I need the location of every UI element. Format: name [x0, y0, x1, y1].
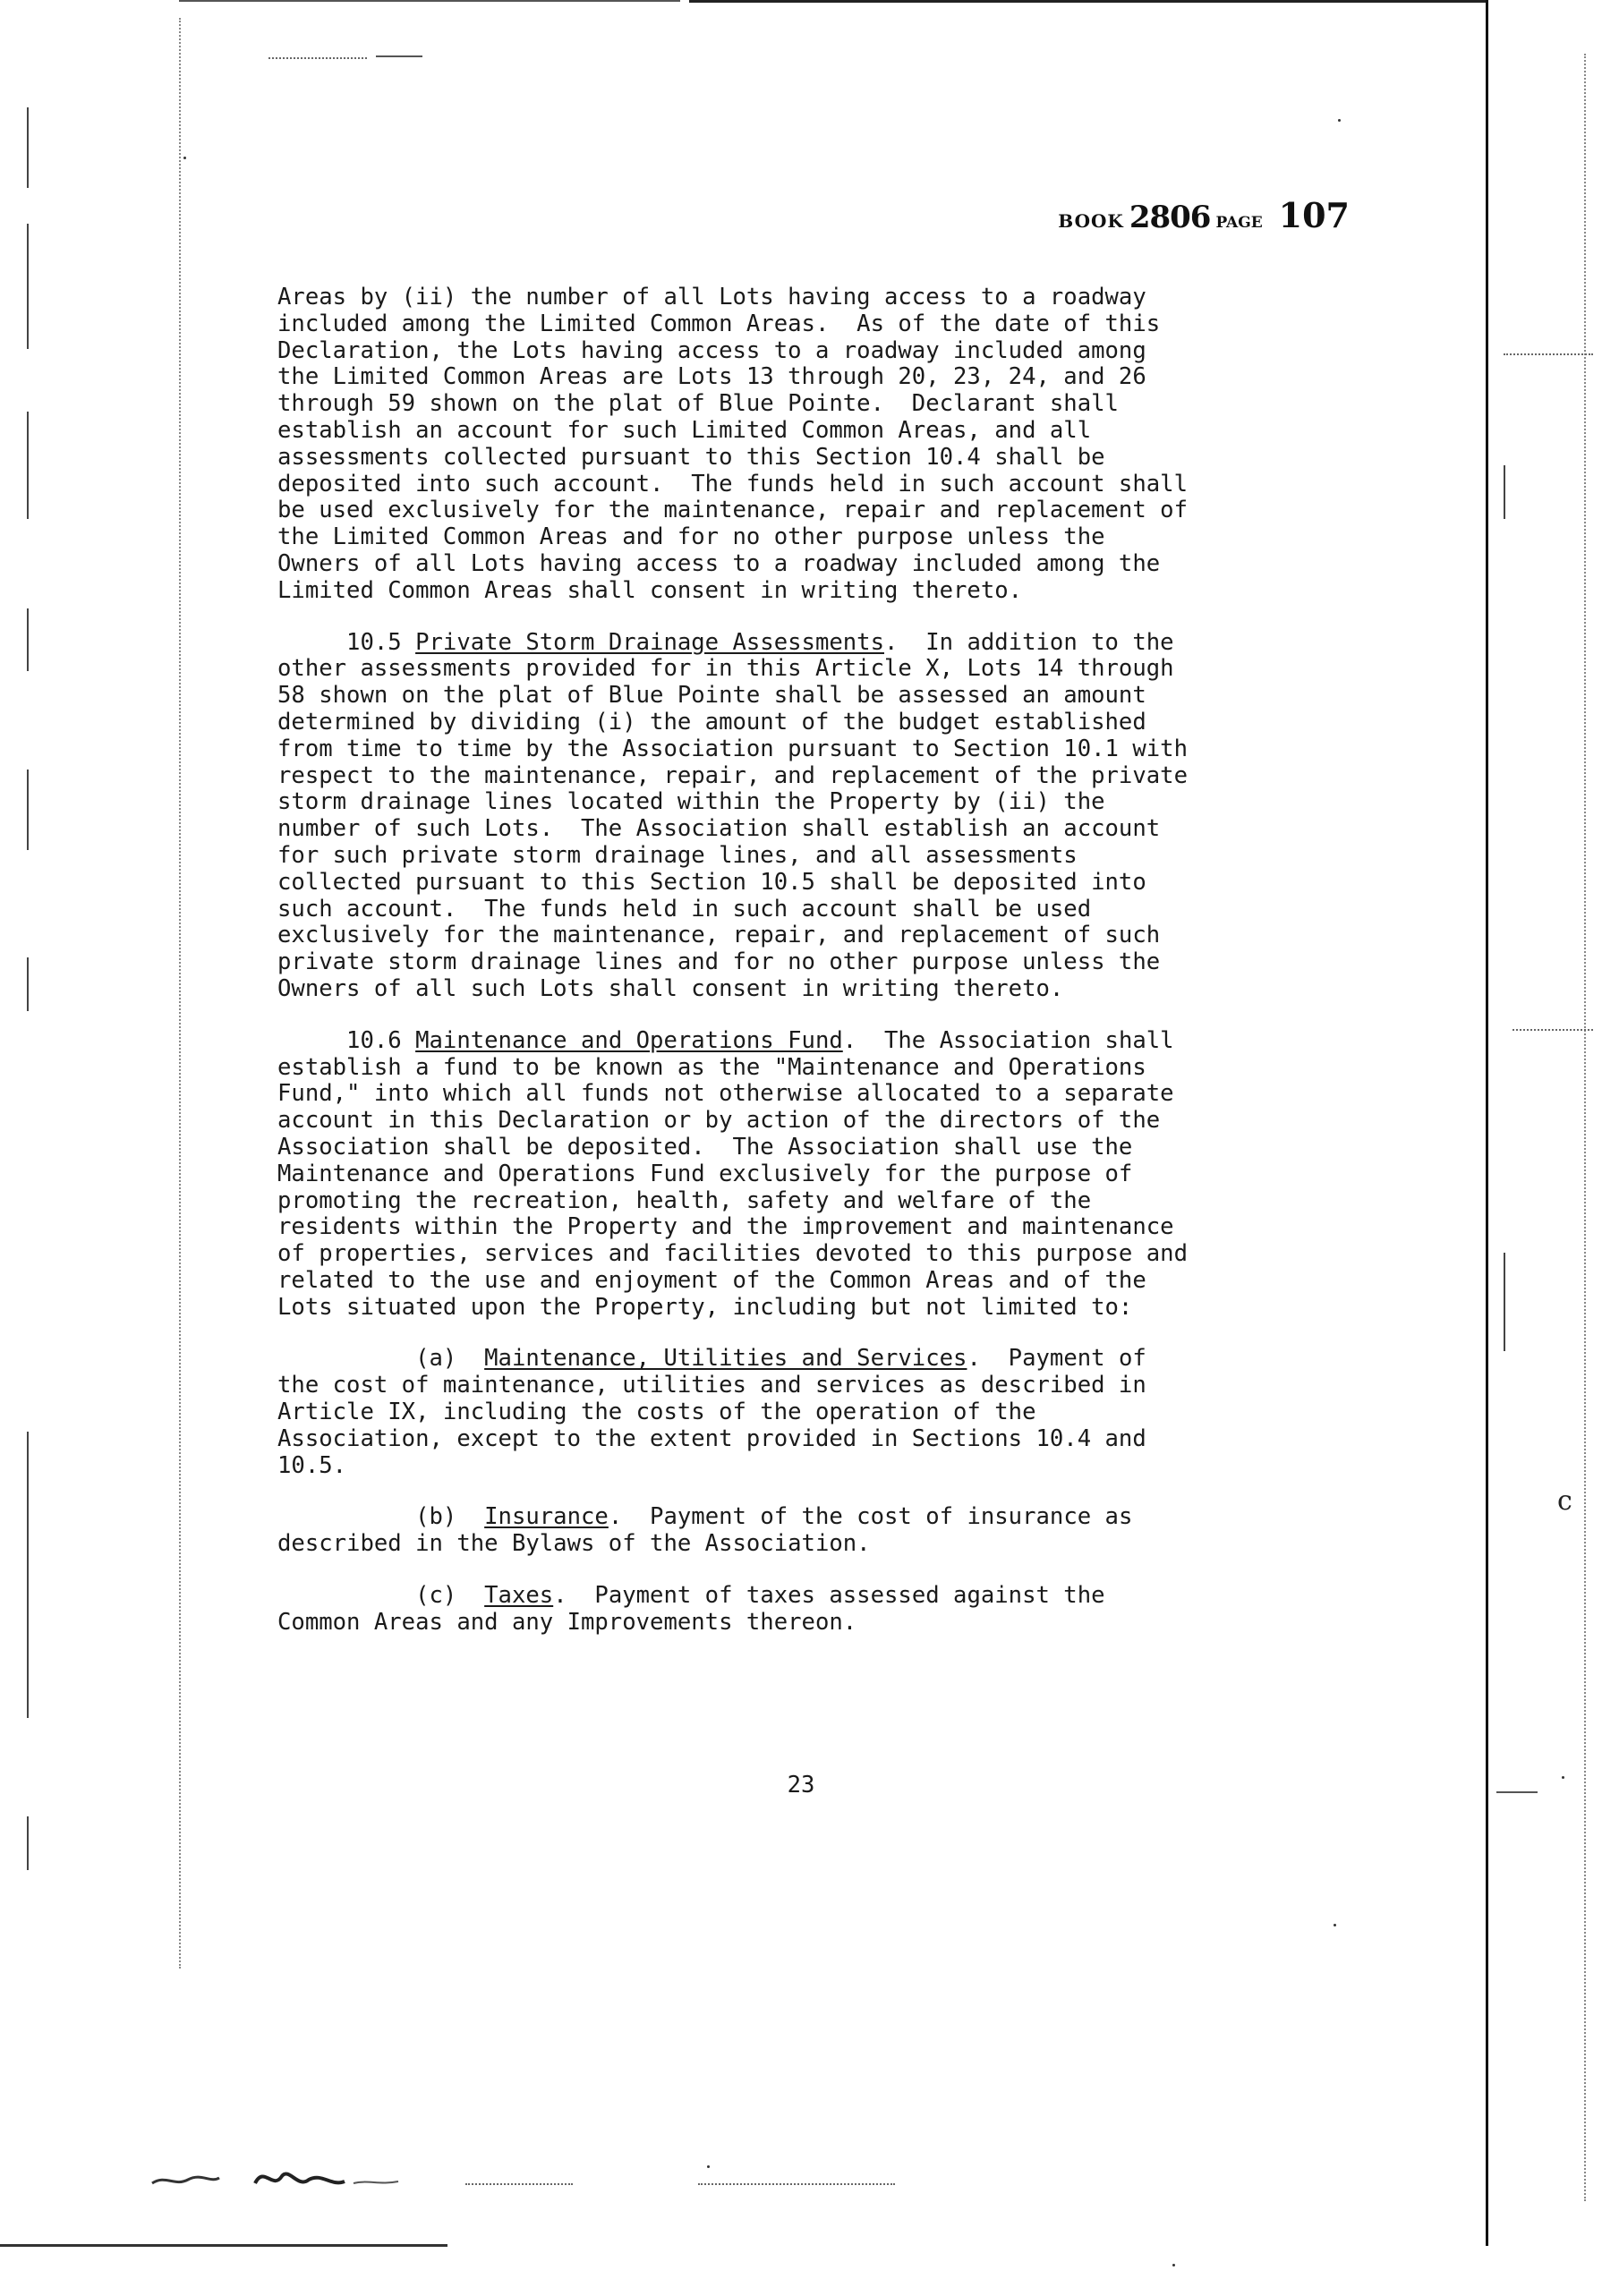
text-line: for such private storm drainage lines, and all assessments — [277, 841, 1078, 869]
text-line: 10.5. — [277, 1451, 347, 1479]
text-line: the Limited Common Areas and for no other purpose unless the — [277, 523, 1105, 551]
scan-mark — [27, 608, 29, 671]
scan-edge-top-left — [179, 0, 680, 2]
scan-mark — [183, 157, 186, 159]
text-line: the Limited Common Areas are Lots 13 through 20, 23, 24, and 26 — [277, 363, 1146, 391]
scan-mark — [1584, 54, 1586, 2201]
text-line: Article IX, including the costs of the operation of the — [277, 1399, 1036, 1426]
text-line: from time to time by the Association pursuant to Section 10.1 with — [277, 735, 1188, 762]
scan-mark — [1513, 1029, 1593, 1031]
paragraph — [277, 630, 1351, 1003]
text-line: private storm drainage lines and for no other purpose unless the — [277, 948, 1161, 976]
scan-mark — [268, 57, 367, 59]
scan-mark — [465, 2183, 573, 2185]
line-rest: . The Association shall — [842, 1026, 1174, 1054]
scan-edge-top — [689, 0, 1486, 3]
line-rest: . Payment of the cost of insurance as — [608, 1503, 1133, 1531]
text-line: number of such Lots. The Association shall establish an account — [277, 815, 1161, 843]
text-line: Fund," into which all funds not otherwise allocated to a separate — [277, 1080, 1174, 1108]
text-line: described in the Bylaws of the Association. — [277, 1530, 871, 1558]
section-heading: Taxes — [484, 1582, 554, 1610]
text-line — [277, 1504, 1351, 1531]
section-heading: Insurance — [484, 1503, 609, 1531]
paragraph-gap — [277, 605, 1351, 630]
text-line: account in this Declaration or by action of the directors of the — [277, 1107, 1161, 1135]
scan-mark — [27, 1816, 29, 1870]
stamp-page-number: 107 — [1278, 195, 1350, 235]
text-line: Maintenance and Operations Fund exclusively for the purpose of — [277, 1160, 1133, 1187]
text-line — [277, 1028, 1351, 1055]
scan-mark — [27, 107, 29, 188]
scan-mark — [1172, 2264, 1175, 2266]
text-line: Owners of all such Lots shall consent in writing thereto. — [277, 974, 1064, 1002]
text-line: promoting the recreation, health, safety and welfare of the — [277, 1186, 1092, 1214]
text-line: included among the Limited Common Areas. As of the date of this — [277, 310, 1161, 337]
scan-mark — [376, 55, 422, 57]
scan-mark — [27, 957, 29, 1011]
section-heading: Private Storm Drainage Assessments — [415, 628, 884, 656]
text-line: collected pursuant to this Section 10.5 shall be deposited into — [277, 868, 1146, 896]
text-line: of properties, services and facilities devoted to this purpose and — [277, 1240, 1188, 1268]
text-line — [277, 1583, 1351, 1610]
text-line: related to the use and enjoyment of the Common Areas and of the — [277, 1266, 1146, 1294]
scan-mark — [27, 1432, 29, 1718]
scan-mark — [27, 412, 29, 519]
scan-mark — [1338, 119, 1341, 122]
paragraph — [277, 1504, 1351, 1558]
margin-mark: c — [1557, 1485, 1572, 1517]
text-line: assessments collected pursuant to this Section 10.4 shall be — [277, 443, 1105, 471]
scan-mark — [1504, 1253, 1505, 1351]
text-line: establish a fund to be known as the "Maintenance and Operations — [277, 1053, 1146, 1081]
text-line: other assessments provided for in this Article X, Lots 14 through — [277, 655, 1174, 683]
text-line: Association, except to the extent provided in Sections 10.4 and — [277, 1424, 1146, 1452]
section-number: (b) — [277, 1503, 485, 1531]
paragraph-gap — [277, 1321, 1351, 1346]
text-line: establish an account for such Limited Common Areas, and all — [277, 416, 1092, 444]
text-line: Lots situated upon the Property, including but not limited to: — [277, 1293, 1133, 1321]
text-line: deposited into such account. The funds held in such account shall — [277, 470, 1188, 497]
section-number: (c) — [277, 1582, 485, 1610]
paragraph — [277, 1346, 1351, 1479]
line-rest: . Payment of taxes assessed against the — [553, 1582, 1105, 1610]
scan-mark — [707, 2165, 710, 2168]
text-line: determined by dividing (i) the amount of the budget established — [277, 708, 1146, 736]
text-line: Association shall be deposited. The Association shall use the — [277, 1133, 1133, 1161]
scan-mark — [27, 224, 29, 349]
paragraph — [277, 1028, 1351, 1322]
text-line: Owners of all Lots having access to a roadway included among the — [277, 549, 1161, 577]
section-heading: Maintenance and Operations Fund — [415, 1026, 843, 1054]
text-line: exclusively for the maintenance, repair, and replacement of such — [277, 922, 1161, 949]
document-body — [277, 285, 1351, 1637]
scan-mark — [1504, 353, 1593, 355]
text-line: Declaration, the Lots having access to a roadway included among — [277, 336, 1146, 364]
scan-mark — [1504, 465, 1505, 519]
text-line: Limited Common Areas shall consent in writing thereto. — [277, 576, 1023, 604]
page-label: PAGE — [1215, 214, 1263, 232]
paragraph — [277, 1583, 1351, 1637]
paragraph-gap — [277, 1558, 1351, 1583]
scan-mark — [1334, 1924, 1336, 1926]
scan-mark — [27, 770, 29, 850]
scan-mark — [698, 2183, 895, 2185]
line-rest: . Payment of — [967, 1345, 1146, 1373]
text-line: respect to the maintenance, repair, and replacement of the private — [277, 761, 1188, 789]
section-number: 10.6 — [277, 1026, 416, 1054]
text-line: the cost of maintenance, utilities and services as described in — [277, 1372, 1146, 1399]
text-line: Common Areas and any Improvements thereon. — [277, 1608, 857, 1636]
scan-edge-right — [1486, 0, 1488, 2246]
line-rest: . In addition to the — [884, 628, 1174, 656]
footer-page-number: 23 — [787, 1772, 815, 1799]
text-line — [277, 630, 1351, 657]
book-label: BOOK — [1058, 210, 1124, 232]
book-number: 2806 — [1129, 200, 1211, 235]
scan-edge-bottom — [0, 2244, 447, 2247]
text-line: through 59 shown on the plat of Blue Pointe. Declarant shall — [277, 390, 1119, 418]
text-line: Areas by (ii) the number of all Lots having access to a roadway — [277, 284, 1146, 310]
section-number: 10.5 — [277, 628, 416, 656]
paragraph-gap — [277, 1479, 1351, 1504]
paragraph — [277, 285, 1351, 605]
book-page-stamp — [1058, 195, 1350, 235]
text-line: 58 shown on the plat of Blue Pointe shall be assessed an amount — [277, 682, 1146, 710]
paragraph-gap — [277, 1003, 1351, 1028]
text-line: storm drainage lines located within the Property by (ii) the — [277, 788, 1105, 816]
section-number: (a) — [277, 1345, 485, 1373]
scan-mark — [179, 18, 181, 1969]
text-line: residents within the Property and the improvement and maintenance — [277, 1213, 1174, 1241]
section-heading: Maintenance, Utilities and Services — [484, 1345, 967, 1373]
text-line: such account. The funds held in such account shall be used — [277, 895, 1092, 923]
text-line: be used exclusively for the maintenance, repair and replacement of — [277, 497, 1188, 524]
text-line — [277, 1346, 1351, 1373]
handwritten-initials — [148, 2156, 434, 2201]
